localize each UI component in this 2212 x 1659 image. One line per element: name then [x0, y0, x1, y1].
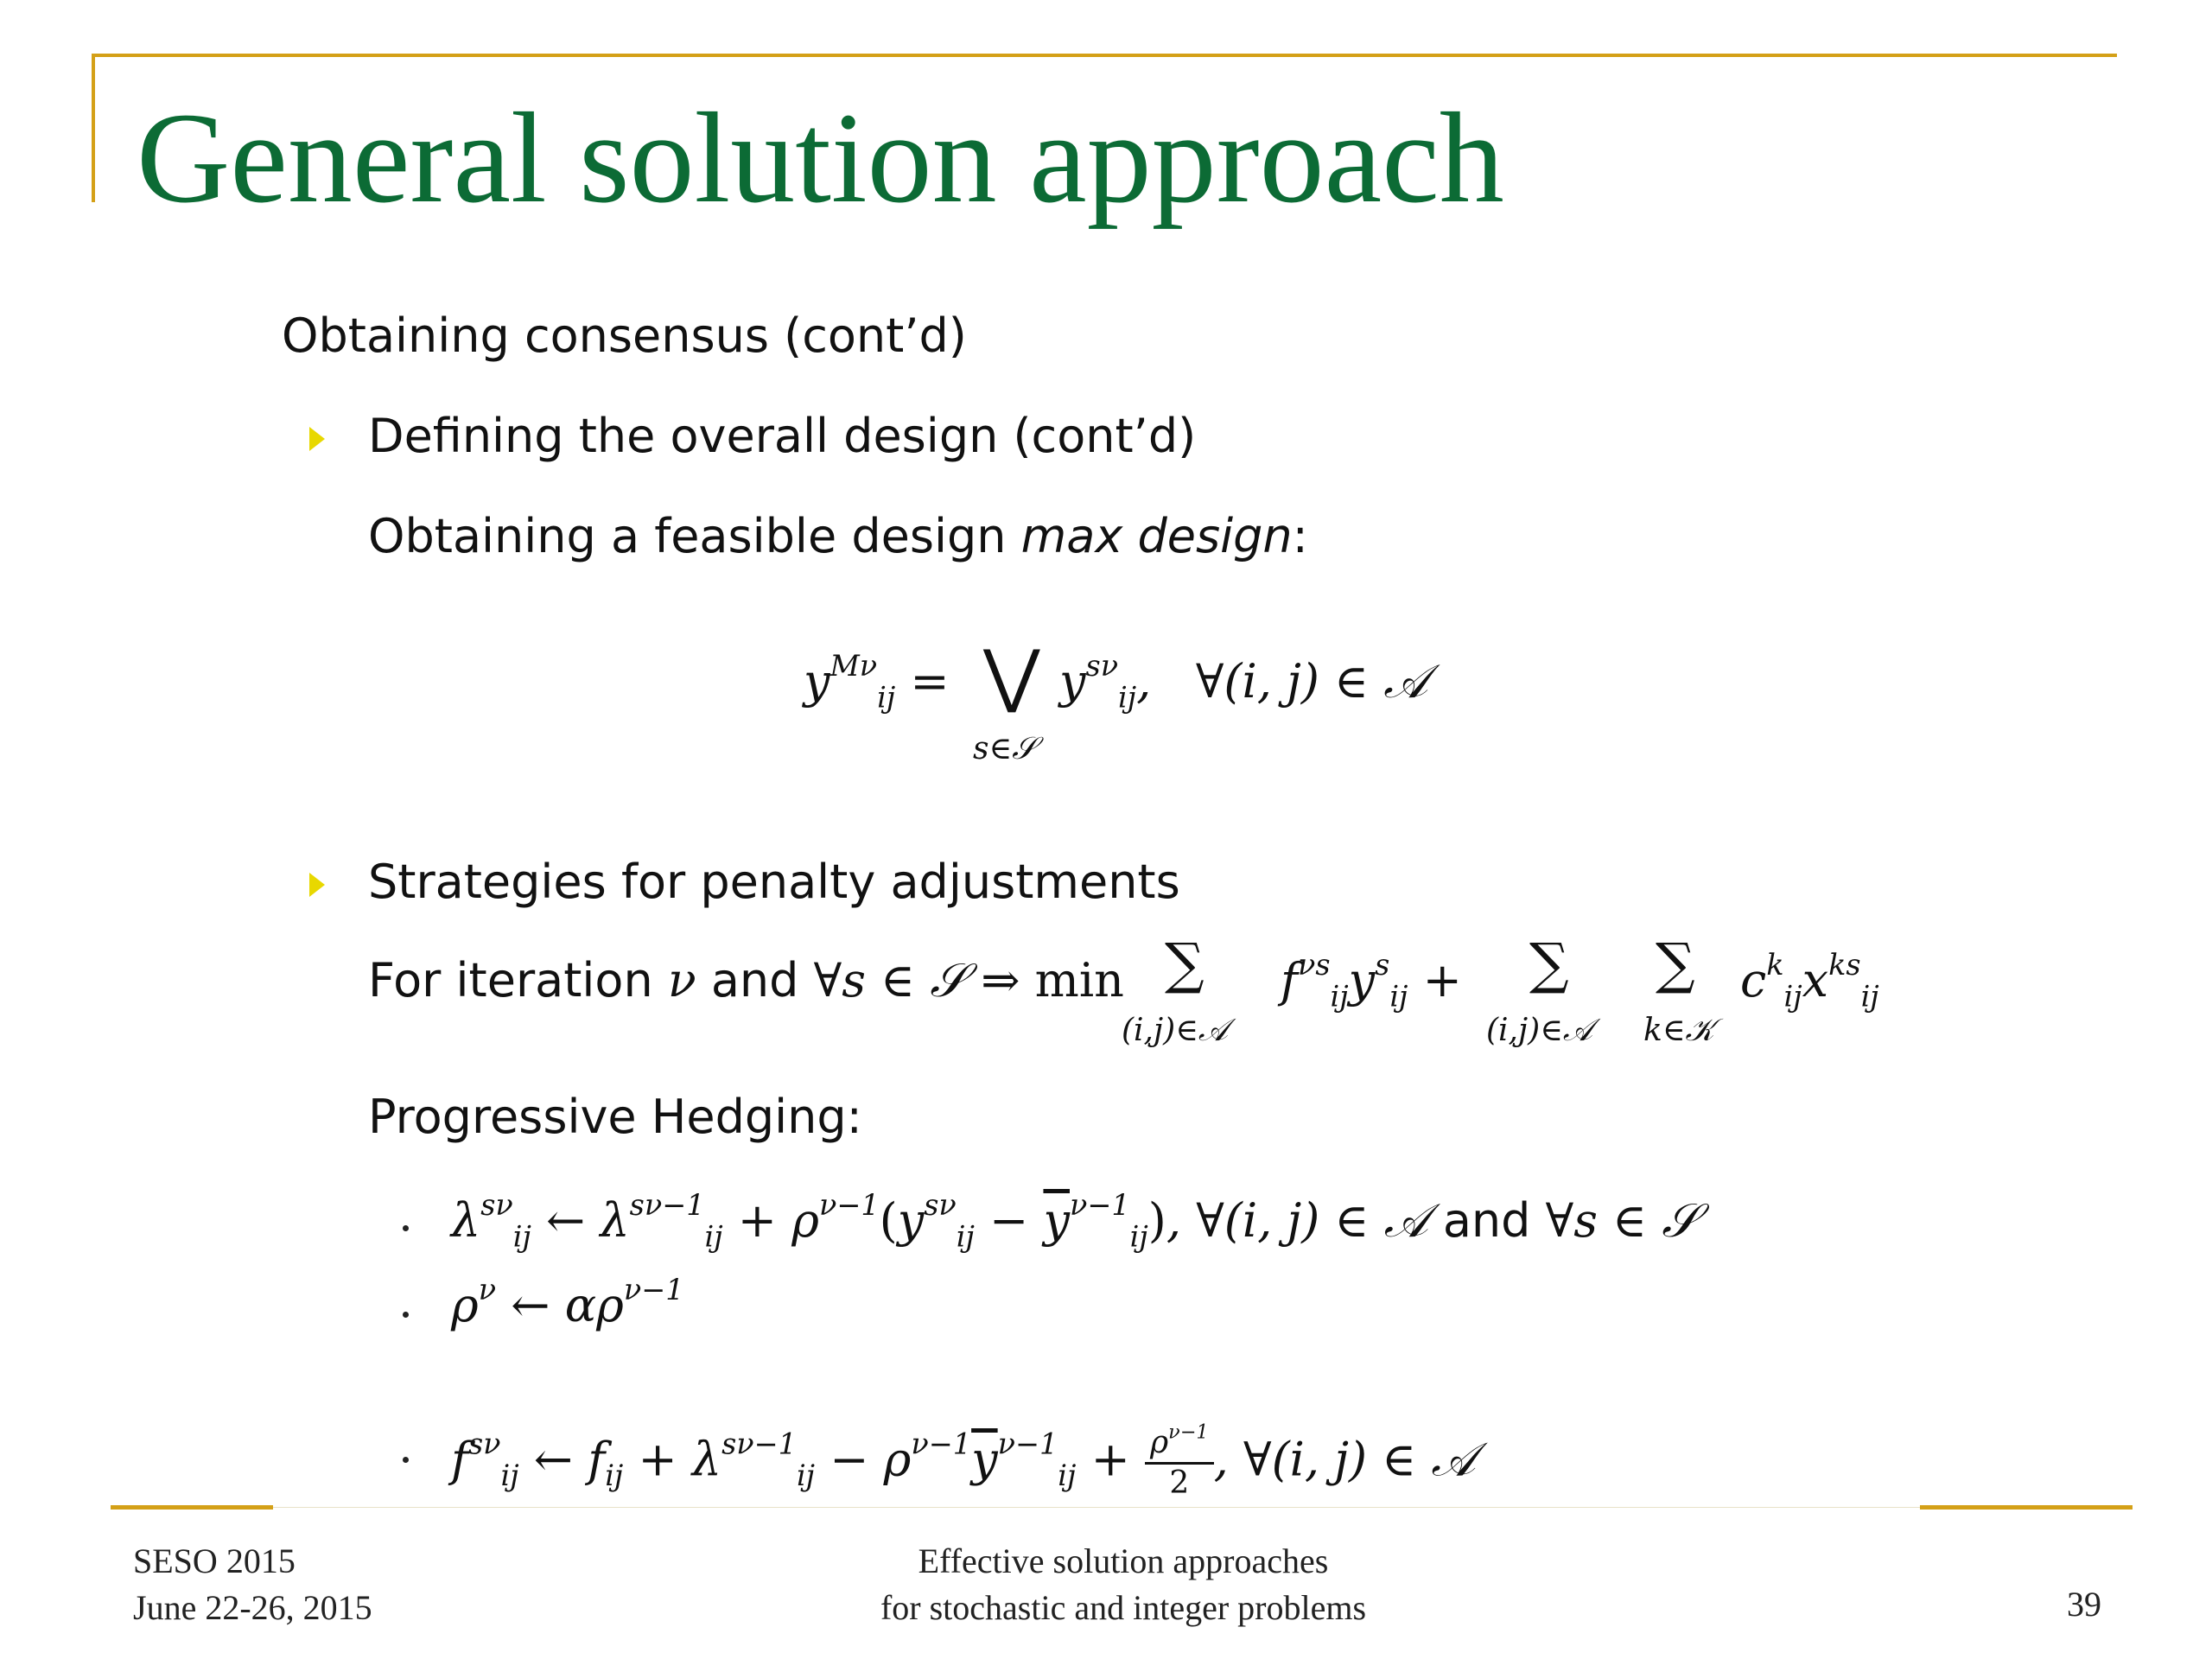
bullet-arrow-icon	[309, 427, 325, 451]
footer-center	[778, 1538, 1469, 1631]
sum-symbol: ∑	[1529, 932, 1569, 996]
list-dot	[403, 1225, 409, 1231]
footer-left	[133, 1538, 372, 1631]
slide-title: General solution approach	[137, 86, 1504, 230]
bullet-penalty-strategies: Strategies for penalty adjustments	[368, 855, 1180, 909]
vee-operator: ⋁	[983, 635, 1040, 715]
rho-update: $\rho^\nu$ ← $\alpha\rho^{\nu-1}$	[451, 1272, 684, 1332]
list-dot	[403, 1312, 409, 1318]
max-design-lhs: $y^{M\nu}_{ij}$ =	[804, 648, 950, 715]
progressive-hedging-label: Progressive Hedging:	[368, 1090, 862, 1144]
footer-title-line2: for stochastic and integer problems	[880, 1588, 1367, 1627]
header-left-rule	[92, 54, 95, 202]
page-number: 39	[2067, 1585, 2101, 1624]
list-dot	[403, 1457, 409, 1463]
f-update: $f^{s\nu}_{ij}$ ← $f_{ij} + \lambda^{s\nu-1}_{ij} - \rho^{\nu-1}\overline{y}^{\nu-1}_{ij}$ + $\frac{\rho^{\nu-1}}{2}$ , ∀(i, j) ∈ 𝒜	[451, 1421, 1476, 1501]
sum-symbol: ∑	[1165, 932, 1205, 996]
objective-term-1: $f^{\nu s}_{ij}y^s_{ij}$ +	[1281, 947, 1462, 1014]
bullet-arrow-icon	[309, 873, 325, 897]
footer-title-line1: Effective solution approaches	[918, 1541, 1329, 1580]
iteration-objective-text: For iteration ν and ∀s ∈ 𝒮 ⇒ min	[368, 953, 1124, 1007]
footer-rule-middle	[273, 1507, 1920, 1508]
footer-date: June 22-26, 2015	[133, 1588, 372, 1627]
bullet-overall-design: Defining the overall design (cont’d)	[368, 409, 1197, 463]
sum-symbol: ∑	[1656, 932, 1695, 996]
sum-subscript: (i,j)∈𝒜	[1486, 1013, 1592, 1048]
footer-event: SESO 2015	[133, 1541, 296, 1580]
footer-rule-right	[1920, 1505, 2133, 1510]
lambda-update: $\lambda^{s\nu}_{ij}$ ← $\lambda^{s\nu-1}_{ij} + \rho^{\nu-1}(y^{s\nu}_{ij} - \overline{y}^{\nu-1}_{ij})$, ∀(i, j) ∈ 𝒜 and ∀s ∈ 𝒮	[451, 1187, 1699, 1254]
footer-rule-left	[111, 1505, 273, 1510]
feasible-design-line: Obtaining a feasible design max design:	[368, 509, 1308, 563]
vee-subscript: s∈𝒮	[973, 731, 1036, 766]
max-design-rhs: $y^{s\nu}_{ij}$, ∀(i, j) ∈ 𝒜	[1059, 648, 1428, 715]
header-rule	[92, 54, 2117, 57]
sum-subscript: k∈𝒦	[1643, 1013, 1714, 1048]
section-heading: Obtaining consensus (cont’d)	[282, 308, 967, 363]
objective-term-2: $c^k_{ij}x^{ks}_{ij}$	[1740, 947, 1879, 1014]
sum-subscript: (i,j)∈𝒜	[1122, 1013, 1228, 1048]
